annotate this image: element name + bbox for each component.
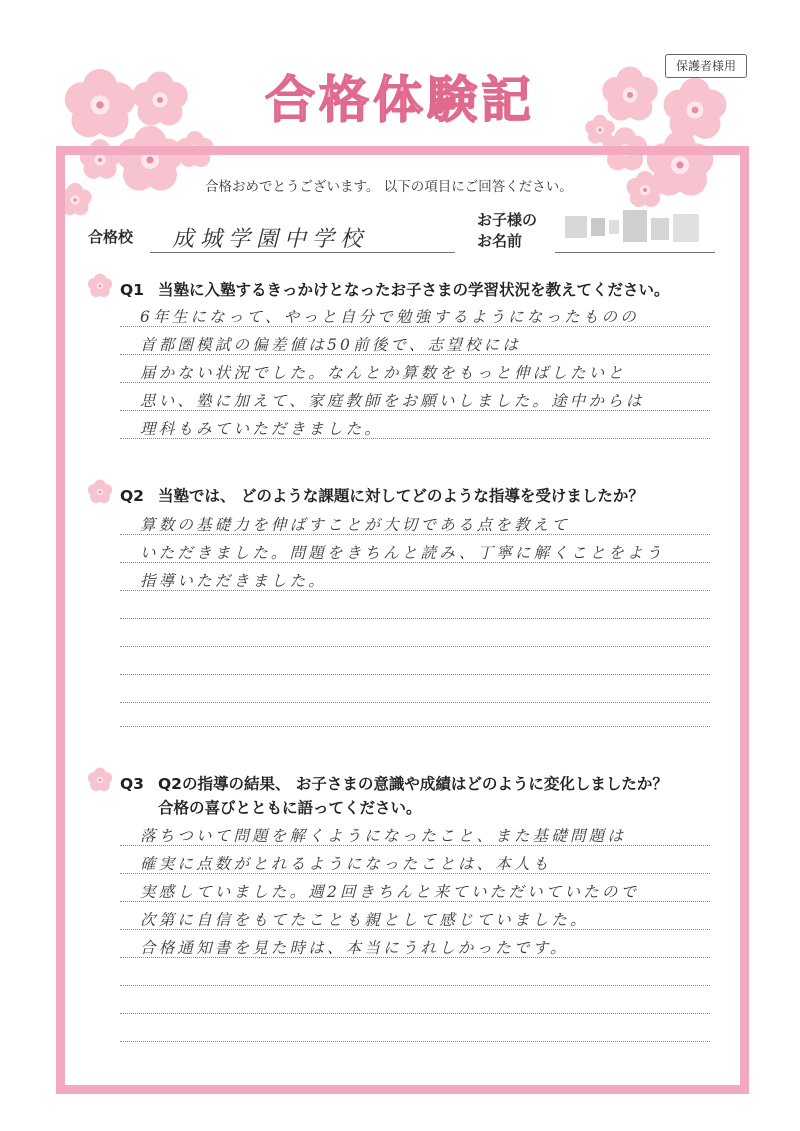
q1-answer-line: 理科もみていただきました。 [140, 420, 384, 438]
q3-answer-line: 次第に自信をもてたことも親として感じていました。 [140, 911, 589, 929]
q2-rule [120, 646, 710, 647]
q2-answer-line: 指導いただきました。 [140, 572, 328, 590]
q3-flower-icon [86, 766, 114, 794]
child-name-label [477, 210, 537, 252]
q2-answer-line: 算数の基礎力を伸ばすことが大切である点を教えて [140, 516, 571, 534]
q1-question [120, 278, 670, 300]
q2-number: Q2 [120, 487, 144, 505]
guardian-badge: 保護者様用 [665, 54, 747, 78]
q2-rule [120, 702, 710, 703]
q2-rule [120, 726, 710, 727]
q3-answer-line: 実感していました。週2回きちんと来ていただいていたので [140, 883, 640, 901]
page-title: 合格体験記 [265, 71, 535, 129]
q1-answer-line: 首都圏模試の偏差値は50前後で、志望校には [140, 336, 522, 354]
q2-flower-icon [86, 478, 114, 506]
q3-text-line1: Q2の指導の結果、 お子さまの意識や成績はどのように変化しましたか？ [158, 775, 668, 793]
q1-number: Q1 [120, 281, 144, 299]
school-label: 合格校 [88, 228, 134, 246]
q3-answer-line: 落ちついて問題を解くようになったこと、また基礎問題は [140, 827, 627, 845]
intro-text: 合格おめでとうございます。 以下の項目にご回答ください。 [205, 179, 573, 195]
q3-answer-line: 確実に点数がとれるようになったことは、本人も [140, 855, 552, 873]
q3-text-line2: 合格の喜びとともに語ってください。 [158, 799, 422, 817]
q2-rule [120, 618, 710, 619]
q1-text: 当塾に入塾するきっかけとなったお子さまの学習状況を教えてください。 [158, 281, 670, 299]
redacted-name [565, 208, 705, 250]
school-value: 成城学園中学校 [172, 227, 369, 252]
child-name-label-line1: お子様の [477, 211, 538, 229]
q3-rule [120, 985, 710, 986]
school-underline [150, 252, 455, 253]
q3-rule [120, 1013, 710, 1014]
q2-answer-line: いただきました。問題をきちんと読み、丁寧に解くことをよう [140, 544, 665, 562]
q2-rule [120, 674, 710, 675]
q1-answer-line: 届かない状況でした。なんとか算数をもっと伸ばしたいと [140, 364, 627, 382]
q1-answer-line: 6年生になって、やっと自分で勉強するようになったものの [140, 308, 639, 326]
q2-question [120, 484, 644, 506]
q1-answer-line: 思い、塾に加えて、家庭教師をお願いしました。途中からは [140, 392, 645, 410]
q2-text: 当塾では、 どのような課題に対してどのような指導を受けましたか？ [158, 487, 644, 505]
q1-flower-icon [86, 272, 114, 300]
child-name-label-line2: お名前 [477, 232, 523, 250]
q3-question [120, 772, 668, 820]
q3-answer-line: 合格通知書を見た時は、本当にうれしかったです。 [140, 939, 569, 957]
child-name-underline [555, 252, 715, 253]
q3-number: Q3 [120, 775, 144, 793]
q3-rule [120, 1041, 710, 1042]
